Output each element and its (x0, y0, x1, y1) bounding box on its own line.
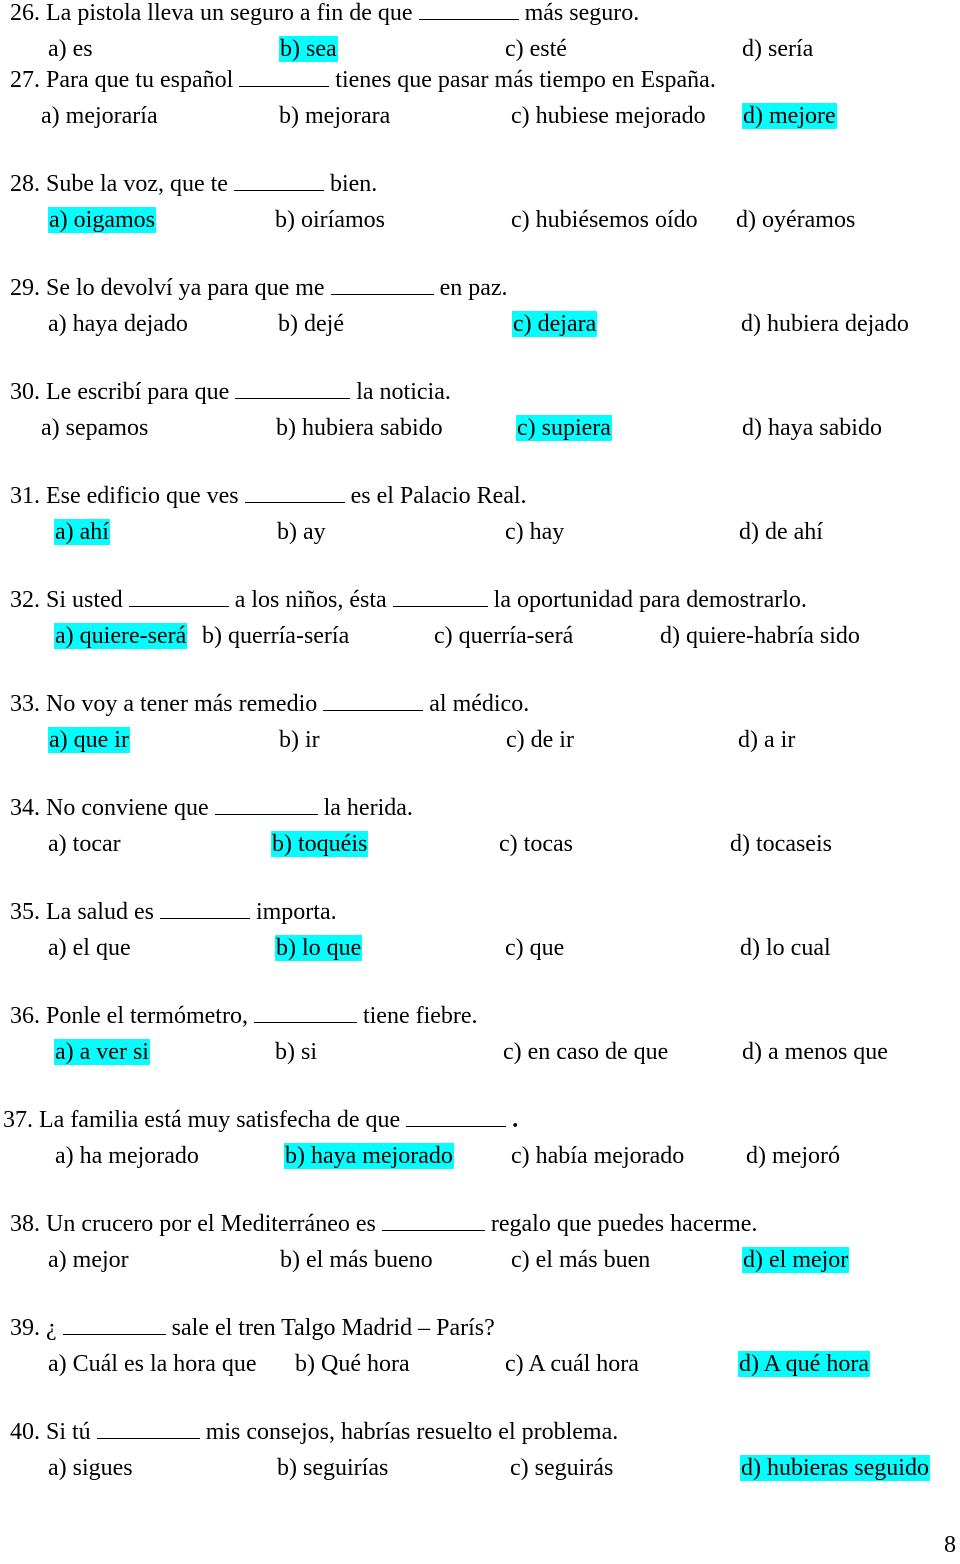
option-text: c) querría-será (434, 623, 574, 649)
option-text: a) tocar (48, 831, 121, 857)
question-40 (10, 1417, 618, 1447)
question-35 (10, 897, 337, 927)
option-text: a) mejor (48, 1247, 129, 1273)
highlighted-answer: c) supiera (517, 415, 611, 441)
question-text: Le escribí para que (46, 379, 230, 405)
question-number: 33. (10, 691, 46, 717)
question-number: 39. (10, 1315, 46, 1341)
question-text-middle: a los niños, ésta (234, 587, 387, 613)
option-text: d) quiere-habría sido (660, 623, 860, 649)
option-text: c) hubiésemos oído (511, 207, 698, 233)
option-39-c (505, 1349, 639, 1379)
question-30 (10, 377, 451, 407)
question-text-end: es el Palacio Real. (350, 483, 527, 509)
option-text: b) mejorara (279, 103, 391, 129)
option-32-c (434, 621, 573, 651)
option-30-b (276, 413, 443, 443)
option-26-c (505, 34, 567, 64)
option-text: b) seguirías (277, 1455, 389, 1481)
option-27-a (41, 101, 158, 131)
question-37 (3, 1105, 518, 1135)
option-text: c) en caso de que (503, 1039, 669, 1065)
answer-blank (254, 1002, 357, 1023)
highlighted-answer: d) A qué hora (739, 1351, 869, 1377)
option-26-a (48, 34, 93, 64)
question-text: Se lo devolví ya para que me (46, 275, 325, 301)
option-text: c) de ir (506, 727, 574, 753)
question-text: No conviene que (46, 795, 209, 821)
question-number: 28. (10, 171, 46, 197)
option-28-b (275, 205, 385, 235)
question-number: 31. (10, 483, 46, 509)
option-36-a (54, 1037, 150, 1067)
question-text-end: sale el tren Talgo Madrid – París? (171, 1315, 495, 1341)
option-29-c (512, 309, 597, 339)
option-31-c (505, 517, 564, 547)
option-31-b (277, 517, 326, 547)
option-text: d) tocaseis (730, 831, 832, 857)
option-35-c (505, 933, 564, 963)
option-31-d (739, 517, 823, 547)
option-text: c) hubiese mejorado (511, 103, 706, 129)
question-26 (10, 0, 639, 28)
answer-blank (406, 1106, 506, 1127)
option-text: d) de ahí (739, 519, 823, 545)
question-text-end: al médico. (429, 691, 530, 717)
question-text-end: importa. (255, 899, 337, 925)
answer-blank (129, 586, 229, 607)
question-text-end: la herida. (323, 795, 413, 821)
option-35-a (48, 933, 131, 963)
option-text: d) oyéramos (736, 207, 856, 233)
question-number: 29. (10, 275, 46, 301)
option-text: b) querría-sería (202, 623, 350, 649)
option-26-b (279, 34, 338, 64)
option-35-b (275, 933, 362, 963)
question-text: Ponle el termómetro, (46, 1003, 248, 1029)
option-text: c) hay (505, 519, 565, 545)
option-39-b (295, 1349, 410, 1379)
option-34-d (730, 829, 832, 859)
option-text: a) ha mejorado (55, 1143, 199, 1169)
option-text: d) mejoró (746, 1143, 840, 1169)
question-34 (10, 793, 413, 823)
answer-blank (331, 274, 434, 295)
question-28 (10, 169, 377, 199)
option-text: b) si (275, 1039, 317, 1065)
question-36 (10, 1001, 478, 1031)
question-33 (10, 689, 529, 719)
question-text-end: en paz. (439, 275, 508, 301)
option-30-a (41, 413, 148, 443)
option-30-d (742, 413, 882, 443)
question-number: 26. (10, 0, 46, 26)
option-34-a (48, 829, 121, 859)
question-text-end: la noticia. (356, 379, 451, 405)
option-text: d) a ir (738, 727, 796, 753)
highlighted-answer: a) ahí (55, 519, 109, 545)
option-31-a (54, 517, 110, 547)
page-number: 8 (944, 1532, 956, 1558)
option-36-d (742, 1037, 888, 1067)
option-39-d (738, 1349, 870, 1379)
option-29-b (278, 309, 344, 339)
option-39-a (48, 1349, 257, 1379)
question-number: 34. (10, 795, 46, 821)
question-text: Si usted (46, 587, 123, 613)
option-40-b (277, 1453, 388, 1483)
option-28-d (736, 205, 855, 235)
option-27-c (511, 101, 706, 131)
option-text: a) mejoraría (41, 103, 158, 129)
option-26-d (742, 34, 813, 64)
answer-blank (215, 794, 318, 815)
option-40-d (740, 1453, 930, 1483)
option-38-d (742, 1245, 849, 1275)
option-text: d) lo cual (740, 935, 831, 961)
option-text: b) ay (277, 519, 326, 545)
question-27 (10, 65, 716, 95)
question-39 (10, 1313, 495, 1343)
question-number: 30. (10, 379, 46, 405)
answer-blank (382, 1210, 485, 1231)
question-number: 38. (10, 1211, 46, 1237)
answer-blank (245, 482, 345, 503)
highlighted-answer: b) sea (280, 36, 337, 62)
option-text: d) haya sabido (742, 415, 882, 441)
option-33-d (738, 725, 795, 755)
option-37-d (746, 1141, 840, 1171)
question-text-end: tiene fiebre. (362, 1003, 478, 1029)
option-text: c) A cuál hora (505, 1351, 639, 1377)
option-text: b) ir (279, 727, 320, 753)
option-28-a (48, 205, 156, 235)
answer-blank (239, 66, 329, 87)
option-35-d (740, 933, 831, 963)
option-38-c (511, 1245, 650, 1275)
question-text: La pistola lleva un seguro a fin de que (46, 0, 413, 26)
highlighted-answer: b) toquéis (272, 831, 368, 857)
option-text: b) oiríamos (275, 207, 385, 233)
option-37-c (511, 1141, 684, 1171)
answer-blank (235, 378, 350, 399)
option-32-a (54, 621, 187, 651)
option-text: a) haya dejado (48, 311, 188, 337)
answer-blank (97, 1418, 200, 1439)
question-text-end: más seguro. (524, 0, 640, 26)
question-text-end: bien. (329, 171, 378, 197)
option-text: c) tocas (499, 831, 573, 857)
question-number: 27. (10, 67, 46, 93)
answer-blank (393, 586, 488, 607)
option-29-a (48, 309, 188, 339)
option-text: c) seguirás (510, 1455, 614, 1481)
option-38-b (280, 1245, 433, 1275)
answer-blank (63, 1314, 166, 1335)
option-37-a (55, 1141, 199, 1171)
option-27-d (742, 101, 837, 131)
option-text: b) hubiera sabido (276, 415, 443, 441)
option-text: d) sería (742, 36, 814, 62)
highlighted-answer: a) a ver si (55, 1039, 149, 1065)
option-36-b (275, 1037, 317, 1067)
option-36-c (503, 1037, 668, 1067)
option-text: d) a menos que (742, 1039, 888, 1065)
highlighted-answer: a) que ir (49, 727, 129, 753)
question-text-end: . (512, 1107, 519, 1133)
option-text: c) había mejorado (511, 1143, 685, 1169)
option-text: c) que (505, 935, 565, 961)
question-text: Un crucero por el Mediterráneo es (46, 1211, 376, 1237)
highlighted-answer: d) mejore (743, 103, 836, 129)
question-text: La salud es (46, 899, 154, 925)
question-number: 37. (3, 1107, 39, 1133)
question-text: Ese edificio que ves (46, 483, 239, 509)
question-38 (10, 1209, 757, 1239)
question-text: No voy a tener más remedio (46, 691, 318, 717)
option-text: d) hubiera dejado (741, 311, 909, 337)
question-number: 32. (10, 587, 46, 613)
option-text: c) el más buen (511, 1247, 651, 1273)
option-28-c (511, 205, 698, 235)
option-40-c (510, 1453, 613, 1483)
option-30-c (516, 413, 612, 443)
option-40-a (48, 1453, 133, 1483)
option-38-a (48, 1245, 129, 1275)
answer-blank (160, 898, 250, 919)
option-33-a (48, 725, 130, 755)
highlighted-answer: a) quiere-será (55, 623, 187, 649)
option-text: b) Qué hora (295, 1351, 410, 1377)
option-text: c) esté (505, 36, 567, 62)
question-number: 36. (10, 1003, 46, 1029)
option-32-b (202, 621, 349, 651)
option-text: a) el que (48, 935, 131, 961)
question-32 (10, 585, 807, 615)
option-29-d (741, 309, 909, 339)
answer-blank (419, 0, 519, 20)
question-text-end: tienes que pasar más tiempo en España. (335, 67, 716, 93)
option-text: a) es (48, 36, 93, 62)
option-32-d (660, 621, 860, 651)
question-31 (10, 481, 527, 511)
option-34-c (499, 829, 573, 859)
option-text: b) dejé (278, 311, 344, 337)
question-text: Si tú (46, 1419, 91, 1445)
answer-blank (323, 690, 423, 711)
highlighted-answer: d) el mejor (743, 1247, 849, 1273)
question-text-end: mis consejos, habrías resuelto el problema. (205, 1419, 619, 1445)
answer-blank (234, 170, 324, 191)
highlighted-answer: b) haya mejorado (285, 1143, 453, 1169)
option-34-b (271, 829, 368, 859)
question-text: ¿ (46, 1315, 57, 1341)
question-text: Para que tu español (46, 67, 234, 93)
question-29 (10, 273, 508, 303)
highlighted-answer: b) lo que (276, 935, 362, 961)
option-27-b (279, 101, 390, 131)
option-text: a) sigues (48, 1455, 133, 1481)
question-text-end: regalo que puedes hacerme. (490, 1211, 758, 1237)
highlighted-answer: c) dejara (513, 311, 597, 337)
question-text: Sube la voz, que te (46, 171, 228, 197)
highlighted-answer: d) hubieras seguido (741, 1455, 929, 1481)
option-text: a) sepamos (41, 415, 149, 441)
question-text-end: la oportunidad para demostrarlo. (493, 587, 807, 613)
question-number: 35. (10, 899, 46, 925)
question-text: La familia está muy satisfecha de que (39, 1107, 401, 1133)
question-number: 40. (10, 1419, 46, 1445)
option-text: b) el más bueno (280, 1247, 433, 1273)
option-33-b (279, 725, 320, 755)
option-37-b (284, 1141, 454, 1171)
option-text: a) Cuál es la hora que (48, 1351, 257, 1377)
option-33-c (506, 725, 574, 755)
highlighted-answer: a) oigamos (49, 207, 155, 233)
